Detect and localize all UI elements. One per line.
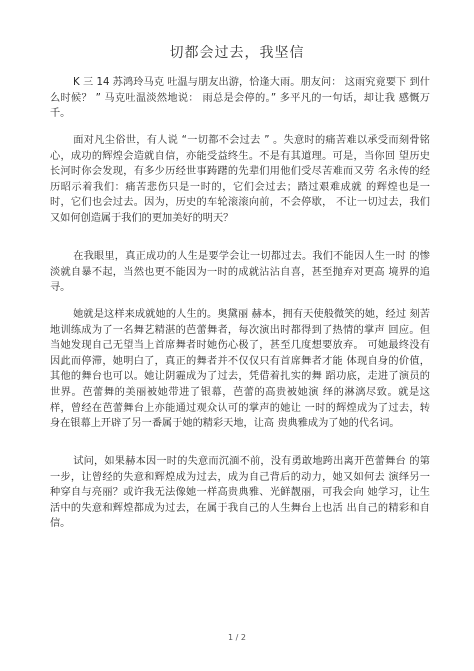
paragraph-text: K 三 14 苏鸿玲马克 吐温与朋友出游，恰逢大雨。朋友问： 这雨究竟要下 到什么时候？ ” 马克吐温淡然地说： 雨总是会停的。” 多平凡的一句话，却让我 感慨万千。: [50, 77, 430, 120]
page-title: 切都会过去，我坚信: [169, 45, 305, 61]
paragraph-text: 她就是这样来成就她的人生的。奥黛丽 赫本，拥有天使般微笑的她，经过 刻苦地训练成为了一名舞艺精湛的芭蕾舞者，每次演出时都得到了热情的掌声 回应。但当她发现自己无望当上首席舞者时她伤心极了，甚至几度想要放弃。 可她最终没有因此而停滞，她明白了，真正的舞者并不仅仅只有首席舞者才能 体现自身的价值，其他的舞台也可以。她让阴霾成为了过去，凭借着扎实的舞 蹈功底，走进了演员的世界。芭蕾舞的美丽被她带进了银幕，芭蕾的高贵被她演 绎的淋漓尽致。就是这样，曾经在芭蕾舞台上亦能通过观众认可的掌声的她让 一时的辉煌成为了过去，转身在银幕上开辟了另一番属于她的精彩天地，让高 贵典雅成为了她的代名词。: [50, 309, 430, 430]
paragraph-3: [50, 249, 430, 296]
paragraph-text: 面对凡尘俗世，有人说 “一切都不会过去 ” 。失意时的痛苦难以承受而刻骨铭心，成功的辉煌会造就自信，亦能受益终生。不是有其道理。可是，当你回 望历史长河时你会发现，有多少历经世事踌躇的先辈们用他们受尽苦难而又劳 名永传的经历昭示着我们：痛苦悲伤只是一时的，它们会过去；踏过艰难成就 的辉煌也是一时，它们也会过去。因为，历史的车轮滚滚向前，不会停歇， 不让一切过去，我们又如何创造属于我们的更加美好的明天？: [50, 135, 430, 224]
paragraph-text: 在我眼里，真正成功的人生是要学会让一切都过去。我们不能因人生一时 的惨淡就自暴不起，当然也更不能因为一时的成就沾沾自喜，甚至抛弃对更高 境界的追寻。: [50, 251, 430, 294]
page-number: 1 / 2: [228, 633, 246, 642]
paragraph-1: [50, 75, 430, 122]
paragraph-2: [50, 133, 430, 227]
paragraph-4: [50, 307, 430, 432]
paragraph-5: [50, 454, 430, 532]
paragraph-text: 试问，如果赫本因一时的失意而沉湎不前，没有勇敢地跨出离开芭蕾舞台 的第一步，让曾经的失意和辉煌成为过去，成为自己背后的动力，她又如何去 演绎另一种穿自与亮丽？或许我无法像她一样高贵典雅、光鲜靓丽，可我会向 她学习，让生活中的失意和辉煌都成为过去，在属于我自己的人生舞台上也活 出自己的精彩和自信。: [50, 456, 430, 530]
